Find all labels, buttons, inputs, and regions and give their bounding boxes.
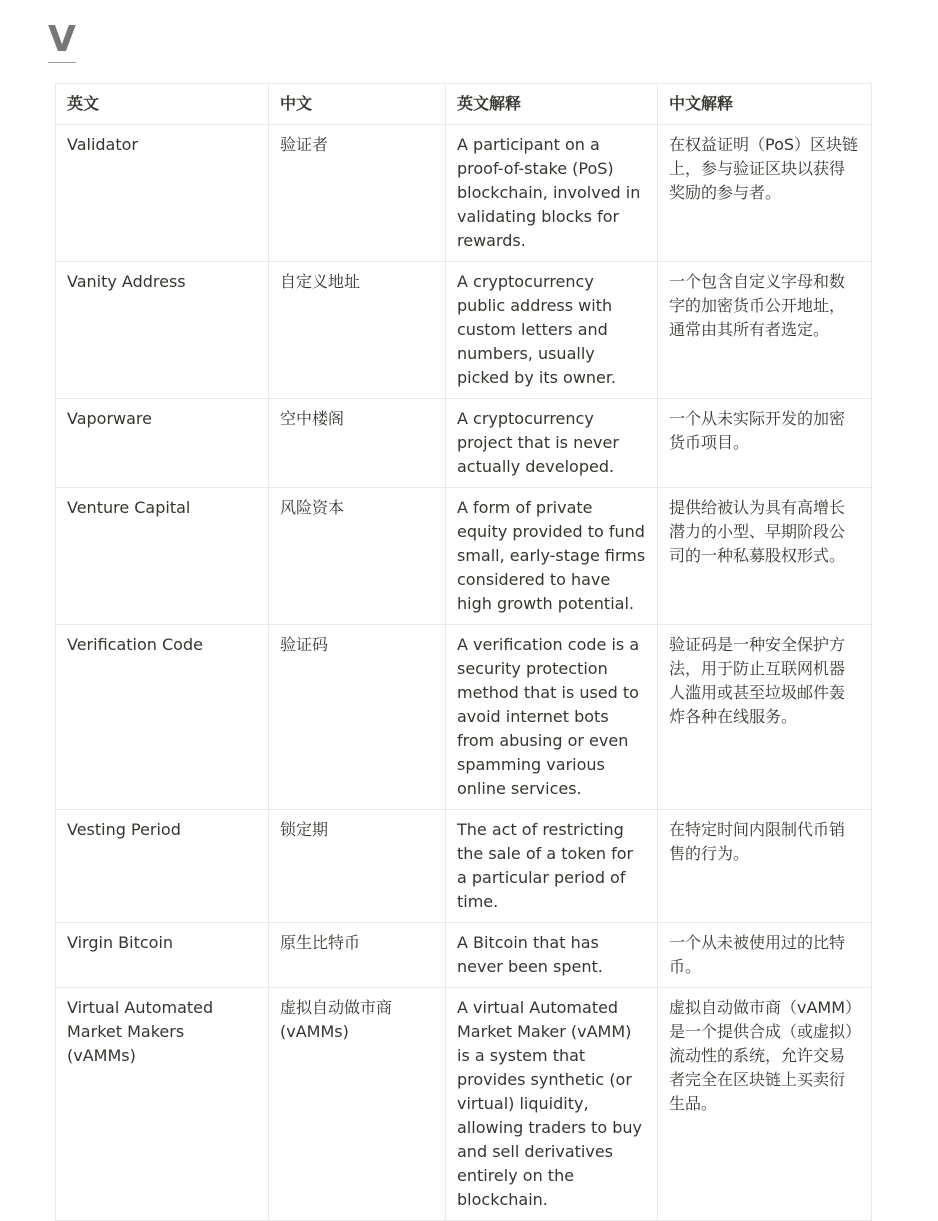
cell-chinese-term: 锁定期: [269, 810, 446, 923]
cell-chinese-term: 验证码: [269, 625, 446, 810]
cell-english-term: Validator: [56, 125, 269, 262]
cell-english-term: Verification Code: [56, 625, 269, 810]
cell-english-definition: A form of private equity provided to fund small, early-stage firms considered to have high growth potential.: [446, 488, 658, 625]
table-row: [56, 988, 872, 1221]
cell-chinese-definition: 虚拟自动做市商（vAMM）是一个提供合成（或虚拟）流动性的系统，允许交易者完全在区块链上买卖衍生品。: [658, 988, 872, 1221]
cell-english-term: Vesting Period: [56, 810, 269, 923]
cell-english-term: Venture Capital: [56, 488, 269, 625]
cell-chinese-definition: 在权益证明（PoS）区块链上，参与验证区块以获得奖励的参与者。: [658, 125, 872, 262]
cell-chinese-definition: 提供给被认为具有高增长潜力的小型、早期阶段公司的一种私募股权形式。: [658, 488, 872, 625]
cell-chinese-term: 风险资本: [269, 488, 446, 625]
cell-chinese-definition: 一个从未实际开发的加密货币项目。: [658, 399, 872, 488]
cell-chinese-definition: 在特定时间内限制代币销售的行为。: [658, 810, 872, 923]
glossary-table: [55, 83, 872, 1221]
table-row: [56, 399, 872, 488]
cell-chinese-definition: 验证码是一种安全保护方法，用于防止互联网机器人滥用或甚至垃圾邮件轰炸各种在线服务。: [658, 625, 872, 810]
cell-english-definition: A verification code is a security protection method that is used to avoid internet bots from abusing or even spamming various online services.: [446, 625, 658, 810]
header-english-term: 英文: [56, 84, 269, 125]
cell-english-definition: The act of restricting the sale of a token for a particular period of time.: [446, 810, 658, 923]
cell-english-term: Vanity Address: [56, 262, 269, 399]
cell-chinese-term: 虚拟自动做市商 (vAMMs): [269, 988, 446, 1221]
header-english-definition: 英文解释: [446, 84, 658, 125]
table-row: [56, 262, 872, 399]
cell-chinese-term: 验证者: [269, 125, 446, 262]
table-row: [56, 625, 872, 810]
table-header-row: [56, 84, 872, 125]
header-chinese-definition: 中文解释: [658, 84, 872, 125]
cell-english-definition: A cryptocurrency public address with custom letters and numbers, usually picked by its owner.: [446, 262, 658, 399]
cell-chinese-term: 原生比特币: [269, 923, 446, 988]
cell-english-term: Virgin Bitcoin: [56, 923, 269, 988]
table-row: [56, 923, 872, 988]
table-row: [56, 488, 872, 625]
cell-english-term: Vaporware: [56, 399, 269, 488]
cell-chinese-definition: 一个包含自定义字母和数字的加密货币公开地址，通常由其所有者选定。: [658, 262, 872, 399]
section-heading: V: [48, 18, 76, 63]
header-chinese-term: 中文: [269, 84, 446, 125]
cell-chinese-term: 空中楼阁: [269, 399, 446, 488]
cell-english-definition: A cryptocurrency project that is never actually developed.: [446, 399, 658, 488]
table-row: [56, 810, 872, 923]
cell-chinese-term: 自定义地址: [269, 262, 446, 399]
table-row: [56, 125, 872, 262]
cell-english-definition: A Bitcoin that has never been spent.: [446, 923, 658, 988]
cell-english-term: Virtual Automated Market Makers (vAMMs): [56, 988, 269, 1221]
cell-chinese-definition: 一个从未被使用过的比特币。: [658, 923, 872, 988]
cell-english-definition: A virtual Automated Market Maker (vAMM) is a system that provides synthetic (or virtual) liquidity, allowing traders to buy and sell derivatives entirely on the blockchain.: [446, 988, 658, 1221]
cell-english-definition: A participant on a proof-of-stake (PoS) blockchain, involved in validating blocks for rewards.: [446, 125, 658, 262]
